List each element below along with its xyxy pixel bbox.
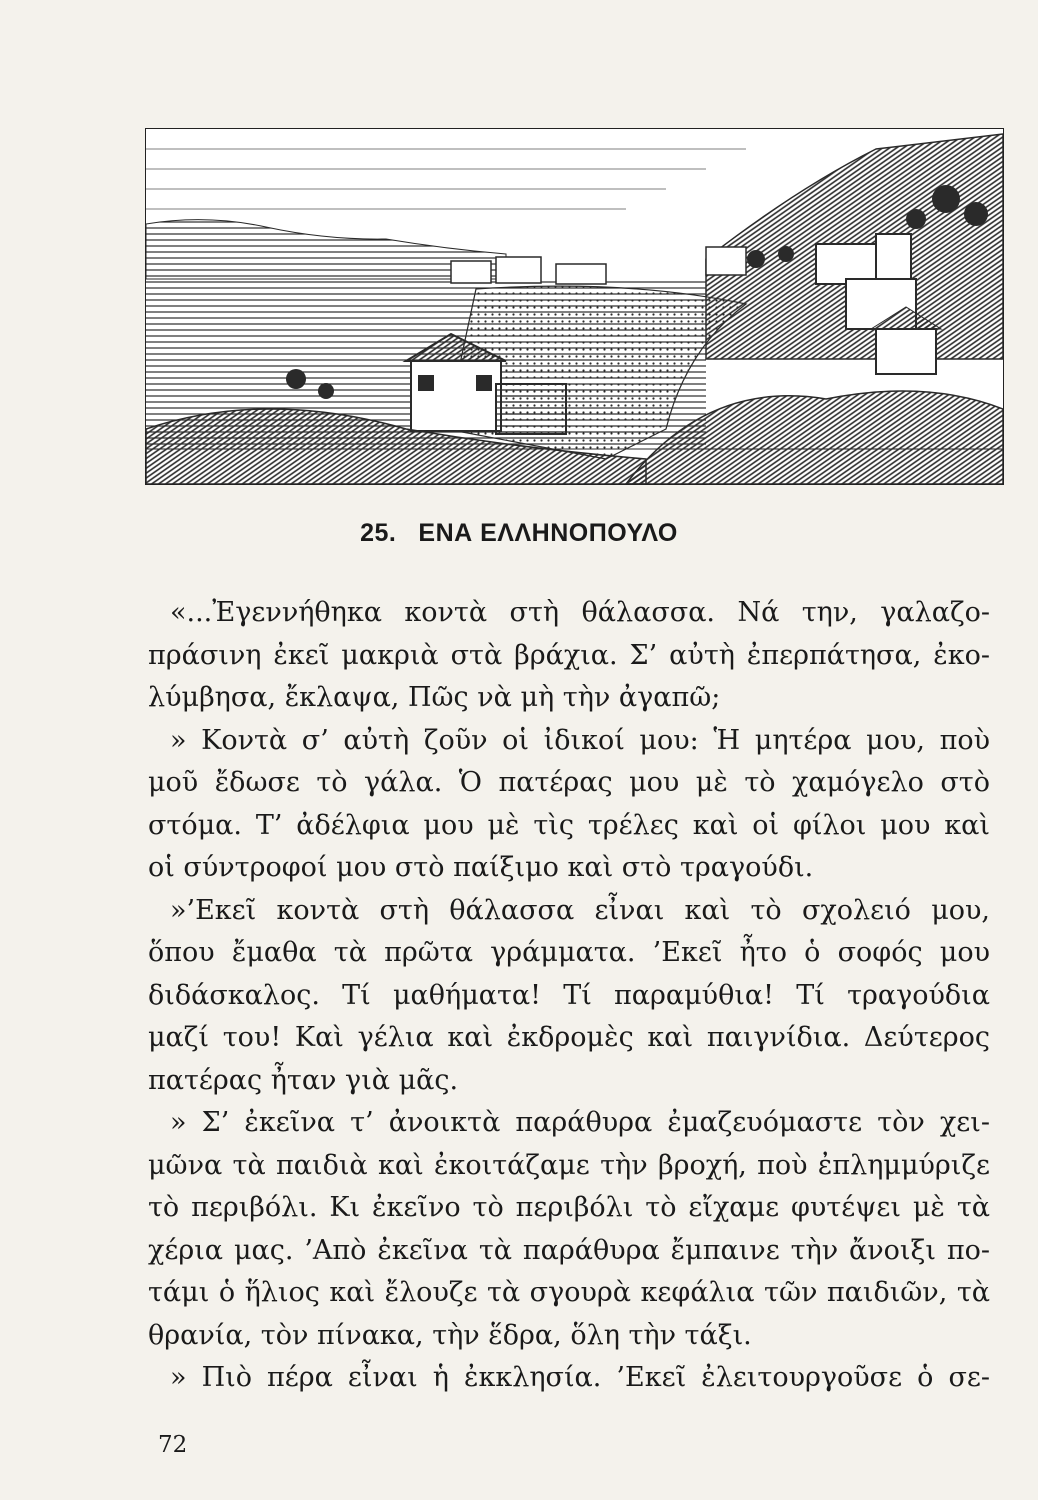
text-line: μῶνα τὰ παιδιὰ καὶ ἐκοιτάζαμε τὴν βροχή, ποὺ ἐπλημμύριζε bbox=[148, 1149, 990, 1181]
text-line: οἱ σύντροφοί μου στὸ παίξιμο καὶ στὸ τραγούδι. bbox=[148, 852, 814, 883]
text-line: τάμι ὁ ἥλιος καὶ ἔλουζε τὰ σγουρὰ κεφάλια τῶν παιδιῶν, τὰ bbox=[148, 1277, 990, 1308]
text-line: πράσινη ἐκεῖ μακριὰ στὰ βράχια. Σ’ αὐτὴ ἐπερπάτησα, ἐκο- bbox=[148, 639, 990, 671]
chapter-number: 25. bbox=[360, 519, 397, 547]
text-line: » Κοντὰ σ’ αὐτὴ ζοῦν οἱ ἰδικοί μου: Ἡ μητέρα μου, ποὺ bbox=[170, 724, 990, 756]
text-line: ὅπου ἔμαθα τὰ πρῶτα γράμματα. ’Εκεῖ ἦτο ὁ σοφός μου bbox=[148, 937, 990, 968]
coastal-village-engraving bbox=[146, 129, 1003, 484]
text-line: μαζί του! Καὶ γέλια καὶ ἐκδρομὲς καὶ παιγνίδια. Δεύτερος bbox=[148, 1022, 990, 1053]
body-text bbox=[148, 592, 990, 1400]
text-line: χέρια μας. ’Απὸ ἐκεῖνα τὰ παράθυρα ἔμπαινε τὴν ἄνοιξι πο- bbox=[148, 1234, 990, 1266]
text-line: «...Ἐγεννήθηκα κοντὰ στὴ θάλασσα. Νά την, γαλαζο- bbox=[170, 597, 990, 628]
text-line: » Πιὸ πέρα εἶναι ἡ ἐκκλησία. ’Εκεῖ ἐλειτουργοῦσε ὁ σε- bbox=[170, 1362, 990, 1393]
text-line: στόμα. Τ’ ἀδέλφια μου μὲ τὶς τρέλες καὶ οἱ φίλοι μου καὶ bbox=[148, 809, 990, 841]
chapter-title: ΕΝΑ ΕΛΛΗΝΟΠΟΥΛΟ bbox=[418, 519, 678, 547]
text-line: » Σ’ ἐκεῖνα τ’ ἀνοικτὰ παράθυρα ἐμαζευόμαστε τὸν χει- bbox=[170, 1107, 990, 1138]
text-line: διδάσκαλος. Τί μαθήματα! Τί παραμύθια! Τί τραγούδια bbox=[148, 979, 990, 1011]
text-line: θρανία, τὸν πίνακα, τὴν ἕδρα, ὅλη τὴν τάξι. bbox=[148, 1319, 752, 1351]
text-line: »’Εκεῖ κοντὰ στὴ θάλασσα εἶναι καὶ τὸ σχολειό μου, bbox=[170, 894, 990, 926]
page-number: 72 bbox=[158, 1432, 188, 1458]
text-line: τὸ περιβόλι. Κι ἐκεῖνο τὸ περιβόλι τὸ εἴχαμε φυτέψει μὲ τὰ bbox=[148, 1192, 990, 1223]
chapter-heading bbox=[0, 519, 1038, 548]
text-line: πατέρας ἦταν γιὰ μᾶς. bbox=[148, 1064, 459, 1096]
text-line: μοῦ ἔδωσε τὸ γάλα. Ὁ πατέρας μου μὲ τὸ χαμόγελο στὸ bbox=[148, 767, 990, 798]
text-line: λύμβησα, ἔκλαψα, Πῶς νὰ μὴ τὴν ἀγαπῶ; bbox=[148, 682, 721, 713]
illustration bbox=[145, 128, 1004, 485]
